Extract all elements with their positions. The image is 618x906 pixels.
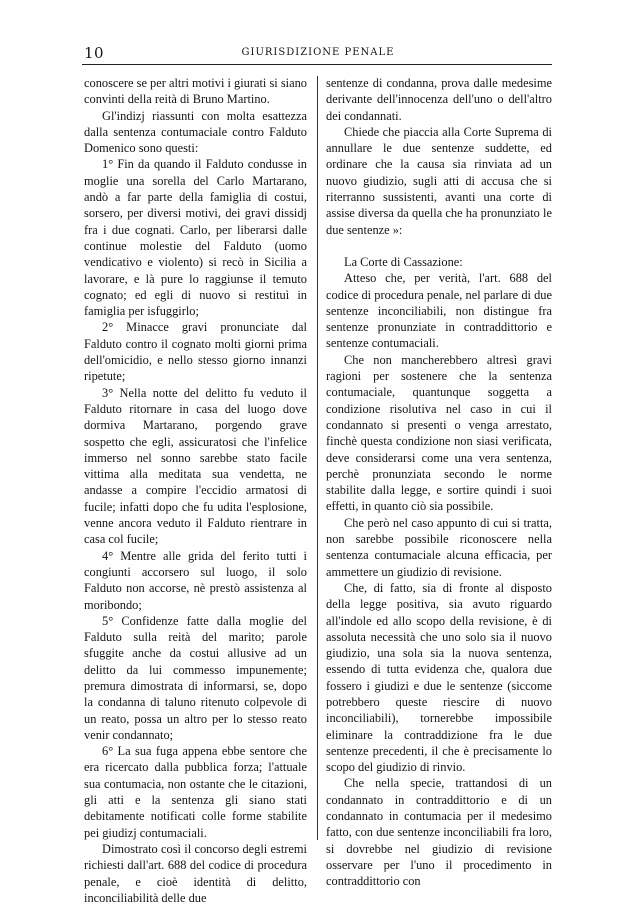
paragraph: 3° Nella notte del delitto fu veduto il Falduto ritornare in casa del luogo dove dormiva Martarano, porgendo grave sospetto che egli, assicuratosi che l'infelice immerso nel sonno sarebbe stato facile vittima alla meditata sua vendetta, ne andasse a compire l'eccidio armatosi di fucile; infatti dopo che fu udita l'esplosione, venne ancora veduto il Falduto rientrare in casa col fucile; [84, 385, 307, 547]
paragraph: Che non mancherebbero altresì gravi ragioni per sostenere che la sentenza contumaciale, quantunque soggetta a condizione risolutiva nel caso in cui il condannato si presenti o venga arrestato, finchè questa condizione non siasi verificata, deve considerarsi come una vera sentenza, perchè pronunziata secondo le norme stabilite dalla legge, e sortire quindi i suoi effetti, in quanto ciò sia possibile. [326, 352, 552, 514]
paragraph: Che, di fatto, sia di fronte al disposto della legge positiva, sia avuto riguardo all'indole ed allo scopo della revisione, è di assoluta necessità che uno solo sia il nuovo giudizio, una sola sia la nuova sentenza, essendo di tutta evidenza che, qualora due fossero i giudizi e due le sentenze (siccome potrebbero queste riescire di nuovo inconciliabili), tornerebbe impossibile eliminare la contraddizione fra le due sentenze precedenti, il che è precisamente lo scopo del giudizio di rinvio. [326, 580, 552, 775]
page-number: 10 [84, 44, 105, 62]
paragraph: 1° Fin da quando il Falduto condusse in moglie una sorella del Carlo Martarano, andò a far parte della famiglia di costui, sorsero, per diversi motivi, dei gravi dissidj fra i due cognati. Carlo, per liberarsi dalle continue molestie del Falduto (uomo vendicativo e violento) si recò in Sicilia a lavorare, e là pure lo raggiunse il temuto cognato; ed egli di nuovo si restituì in famiglia per isfuggirlo; [84, 157, 307, 319]
paragraph: sentenze di condanna, prova dalle medesime derivante dell'innocenza dell'uno o dell'altro dei condannati. [326, 76, 552, 123]
left-column [84, 75, 307, 906]
header-rule [82, 64, 552, 65]
paragraph: Gl'indizj riassunti con molta esattezza dalla sentenza contumaciale contro Falduto Domenico sono questi: [84, 108, 307, 156]
column-divider [317, 76, 318, 840]
paragraph: Chiede che piaccia alla Corte Suprema di annullare le due sentenze suddette, ed ordinare che la causa sia rinviata ad un nuovo giudizio, sugli atti di accusa che si riterranno sussistenti, avanti una corte di assise diversa da quella che ha pronunziato le due sentenze »: [326, 124, 552, 237]
right-column [326, 75, 552, 890]
paragraph: Dimostrato così il concorso degli estremi richiesti dall'art. 688 del codice di procedura penale, e cioè identità di delitto, inconciliabilità delle due [84, 841, 307, 905]
section-heading: La Corte di Cassazione: [344, 254, 463, 269]
paragraph: Atteso che, per verità, l'art. 688 del codice di procedura penale, nel parlare di due sentenze inconciliabili, non distingue fra sentenze pronunziate in contraddittorio e sentenze contumaciali. [326, 271, 552, 351]
paragraph: Che nella specie, trattandosi di un condannato in contraddittorio e di un condannato in contumacia per il medesimo fatto, con due sentenze inconciliabili fra loro, si dovrebbe nel giudizio di revisione osservare per l'uno il procedimento in contraddittorio con [326, 776, 552, 889]
paragraph: Che però nel caso appunto di cui si tratta, non sarebbe possibile riconoscere nella sentenza contumaciale alcuna efficacia, per ammettere un giudizio di revisione. [326, 515, 552, 579]
paragraph: 5° Confidenze fatte dalla moglie del Falduto sulla reità del marito; parole sfuggite anche da costui allusive ad un delitto da lui commesso impunemente; premura dimostrata di informarsi, se, dopo la condanna di taluno ritenuto colpevole di un reato, possa un altro per lo stesso reato venir condannato; [84, 613, 307, 742]
running-title: GIURISDIZIONE PENALE [241, 47, 395, 58]
paragraph: 2° Minacce gravi pronunciate dal Falduto contro il cognato molti giorni prima dell'omicidio, e nello stesso giorno innanzi ripetute; [84, 320, 307, 384]
paragraph: 4° Mentre alle grida del ferito tutti i congiunti accorsero sul luogo, il solo Falduto non accorse, nè prestò assistenza al moribondo; [84, 548, 307, 612]
paragraph: conoscere se per altri motivi i giurati si siano convinti della reità di Bruno Martino. [84, 76, 307, 107]
paragraph: 6° La sua fuga appena ebbe sentore che era ricercato dalla pubblica forza; l'attuale sua contumacia, non ostante che le citazioni, gli atti e la sentenza gli siano stati debitamente notificati colle forme stabilite pei giudizj contumaciali. [84, 744, 307, 840]
